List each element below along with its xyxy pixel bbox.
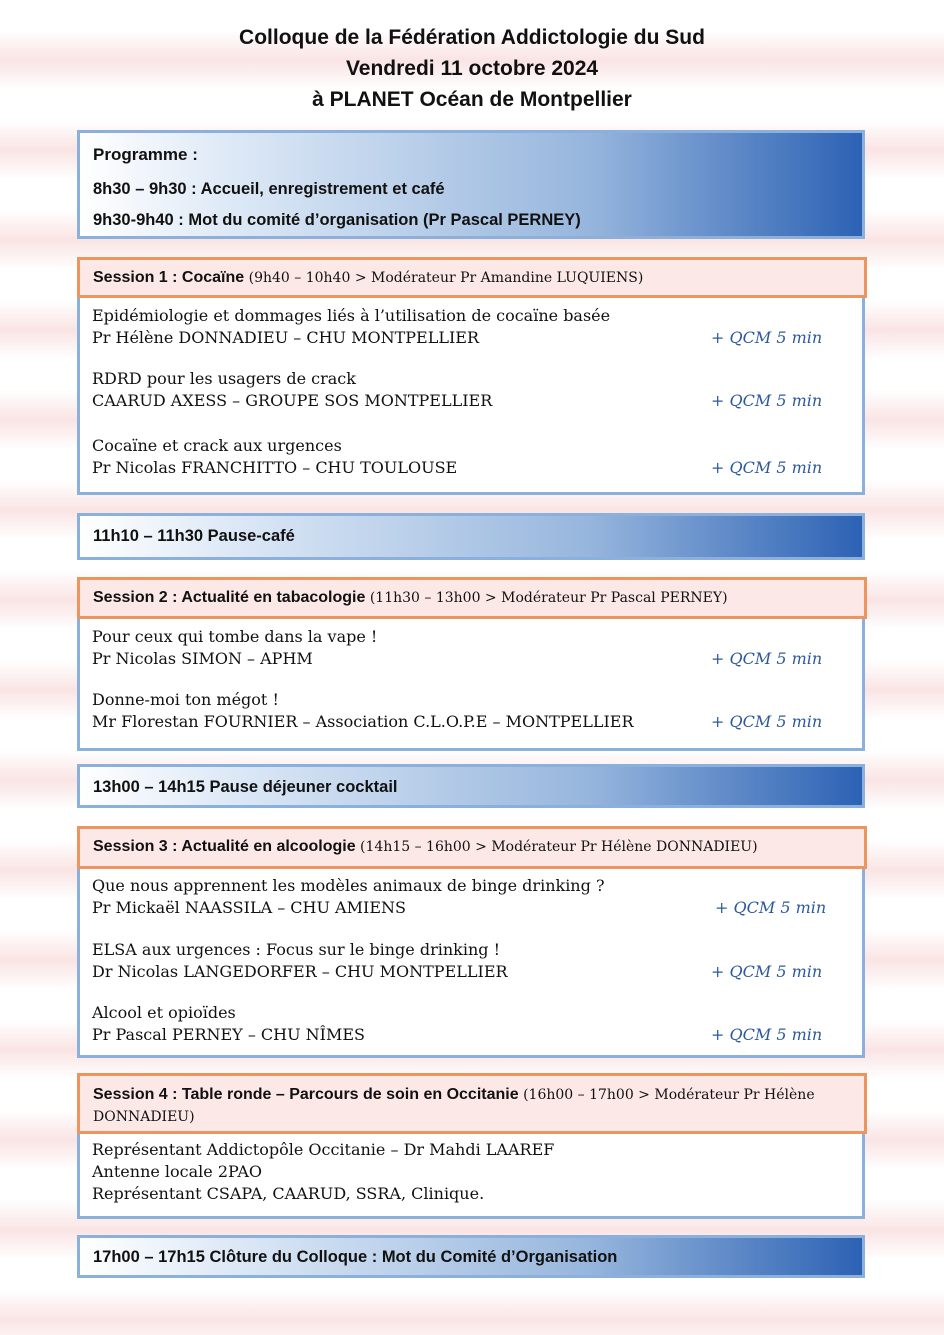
session1-talk-2 <box>92 368 492 412</box>
session4-participants <box>92 1139 554 1205</box>
qcm-note: + QCM 5 min <box>711 962 823 981</box>
event-title: Colloque de la Fédération Addictologie du Sud <box>239 26 705 49</box>
talk-title: Cocaïne et crack aux urgences <box>92 436 342 455</box>
talk-speaker: Pr Mickaël NAASSILA – CHU AMIENS <box>92 898 406 917</box>
coffee-break-label: 11h10 – 11h30 Pause-café <box>93 527 295 545</box>
qcm-note: + QCM 5 min <box>711 328 823 347</box>
session3-talk-3 <box>92 1002 365 1046</box>
session2-label: Session 2 : Actualité en tabacologie <box>93 589 366 606</box>
programme-title: Programme : <box>93 145 198 164</box>
session1-header <box>77 257 867 298</box>
talk-title: RDRD pour les usagers de crack <box>92 369 356 388</box>
programme-item-welcome: 8h30 – 9h30 : Accueil, enregistrement et café <box>93 180 445 198</box>
lunch-break-box <box>77 764 865 808</box>
session2-talk-2 <box>92 689 634 733</box>
session3-talk-2 <box>92 939 508 983</box>
session4-header <box>77 1073 867 1134</box>
session2-meta: (11h30 – 13h00 > Modérateur Pr Pascal PERNEY) <box>369 590 728 606</box>
talk-speaker: Pr Nicolas FRANCHITTO – CHU TOULOUSE <box>92 458 458 477</box>
session2-talk-1 <box>92 626 377 670</box>
qcm-note: + QCM 5 min <box>711 649 823 668</box>
session3-meta: (14h15 – 16h00 > Modérateur Pr Hélène DONNADIEU) <box>360 839 758 855</box>
programme-box <box>77 130 865 239</box>
talk-speaker: Mr Florestan FOURNIER – Association C.L.O.P.E – MONTPELLIER <box>92 712 634 731</box>
qcm-note: + QCM 5 min <box>715 898 827 917</box>
session3-talk-1 <box>92 875 605 919</box>
qcm-note: + QCM 5 min <box>711 391 823 410</box>
session4-label: Session 4 : Table ronde – Parcours de soin en Occitanie <box>93 1086 519 1103</box>
participant-line: Représentant CSAPA, CAARUD, SSRA, Clinique. <box>92 1184 485 1203</box>
talk-speaker: Pr Hélène DONNADIEU – CHU MONTPELLIER <box>92 328 480 347</box>
talk-speaker: CAARUD AXESS – GROUPE SOS MONTPELLIER <box>92 391 493 410</box>
lunch-break-label: 13h00 – 14h15 Pause déjeuner cocktail <box>93 778 398 796</box>
session1-talk-3 <box>92 435 457 479</box>
qcm-note: + QCM 5 min <box>711 712 823 731</box>
talk-title: Donne-moi ton mégot ! <box>92 690 279 709</box>
talk-speaker: Pr Pascal PERNEY – CHU NÎMES <box>92 1025 366 1044</box>
event-date: Vendredi 11 octobre 2024 <box>345 57 599 80</box>
event-venue: à PLANET Océan de Montpellier <box>312 88 632 111</box>
coffee-break-box <box>77 513 865 560</box>
closing-box <box>77 1235 865 1278</box>
participant-line: Antenne locale 2PAO <box>92 1162 262 1181</box>
session2-header <box>77 577 867 619</box>
session3-label: Session 3 : Actualité en alcoologie <box>93 838 356 855</box>
session4-meta: (16h00 – 17h00 > Modérateur Pr Hélène DONNADIEU) <box>93 1087 815 1125</box>
talk-speaker: Dr Nicolas LANGEDORFER – CHU MONTPELLIER <box>92 962 508 981</box>
programme-item-opening: 9h30-9h40 : Mot du comité d’organisation (Pr Pascal PERNEY) <box>93 211 581 229</box>
session1-label: Session 1 : Cocaïne <box>93 269 245 286</box>
talk-title: Epidémiologie et dommages liés à l’utilisation de cocaïne basée <box>92 306 611 325</box>
talk-title: ELSA aux urgences : Focus sur le binge drinking ! <box>92 940 501 959</box>
talk-title: Que nous apprennent les modèles animaux de binge drinking ? <box>92 876 605 895</box>
qcm-note: + QCM 5 min <box>711 458 823 477</box>
talk-speaker: Pr Nicolas SIMON – APHM <box>92 649 313 668</box>
participant-line: Représentant Addictopôle Occitanie – Dr Mahdi LAAREF <box>92 1140 555 1159</box>
talk-title: Pour ceux qui tombe dans la vape ! <box>92 627 378 646</box>
qcm-note: + QCM 5 min <box>711 1025 823 1044</box>
event-header <box>0 22 944 115</box>
session3-header <box>77 826 867 869</box>
closing-label: 17h00 – 17h15 Clôture du Colloque : Mot du Comité d’Organisation <box>93 1248 618 1266</box>
talk-title: Alcool et opioïdes <box>92 1003 236 1022</box>
session1-meta: (9h40 – 10h40 > Modérateur Pr Amandine LUQUIENS) <box>248 270 644 286</box>
session1-talk-1 <box>92 305 610 349</box>
